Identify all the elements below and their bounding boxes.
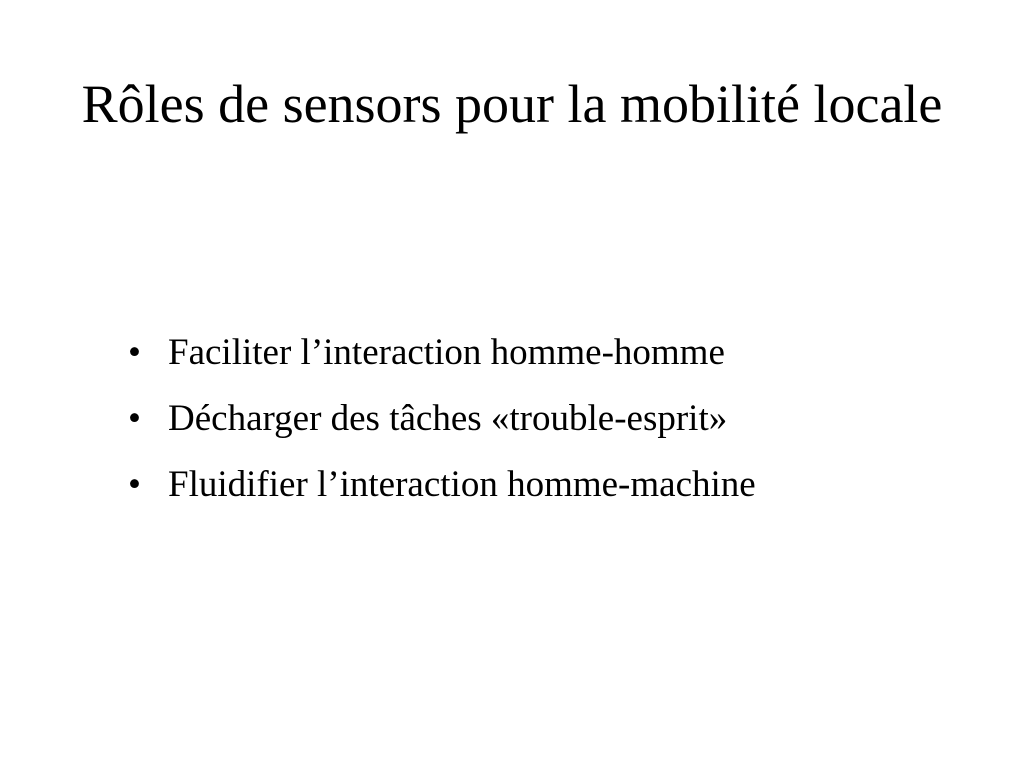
bullet-text: Décharger des tâches «trouble-esprit» [168,398,728,439]
slide-title: Rôles de sensors pour la mobilité locale [81,74,943,134]
bullet-item [128,329,928,395]
bullet-text: Fluidifier l’interaction homme-machine [168,464,756,505]
bullet-item [128,395,928,461]
bullet-icon: • [128,464,141,505]
bullet-icon: • [128,332,141,373]
bullet-list [128,329,928,527]
bullet-text: Faciliter l’interaction homme-homme [168,332,725,373]
bullet-item [128,461,928,527]
bullet-icon: • [128,398,141,439]
